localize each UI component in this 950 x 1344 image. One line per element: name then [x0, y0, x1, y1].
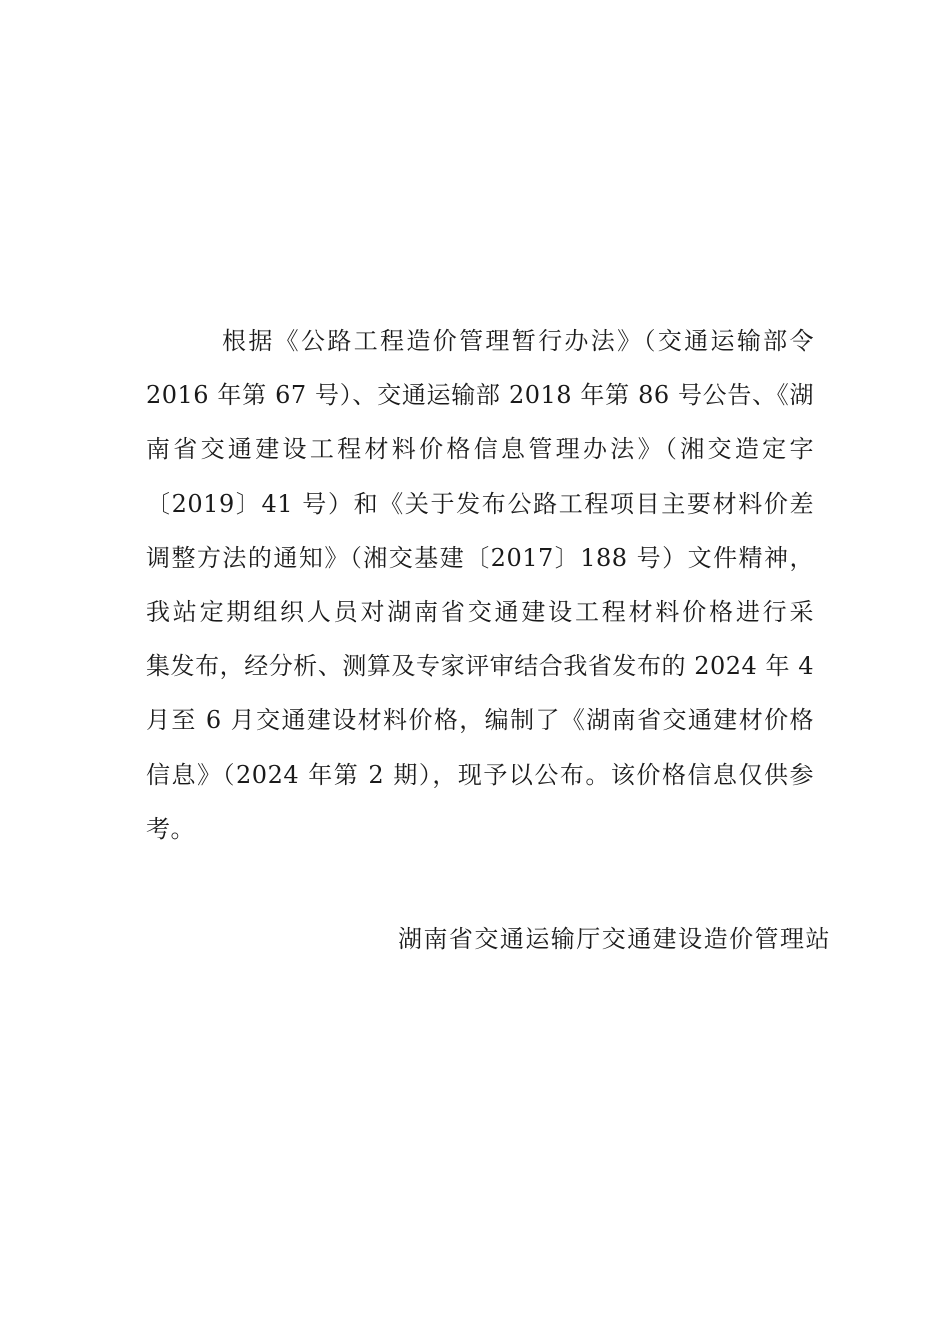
paragraph-line: 根据《公路工程造价管理暂行办法》（交通运输部令	[222, 327, 814, 355]
announcement-paragraph	[146, 320, 814, 862]
paragraph-line: 〔2019〕41 号）和《关于发布公路工程项目主要材料价差	[146, 489, 814, 518]
paragraph-line: 2016 年第 67 号）、交通运输部 2018 年第 86 号公告、《湖	[146, 381, 814, 410]
paragraph-line: 月至 6 月交通建设材料价格，编制了《湖南省交通建材价格	[146, 706, 814, 735]
paragraph-line: 考。	[146, 814, 195, 843]
paragraph-line: 信息》（2024 年第 2 期），现予以公布。该价格信息仅供参	[146, 760, 814, 789]
paragraph-line: 我站定期组织人员对湖南省交通建设工程材料价格进行采	[146, 597, 814, 626]
paragraph-line: 集发布，经分析、测算及专家评审结合我省发布的 2024 年 4	[146, 652, 814, 681]
paragraph-line: 调整方法的通知》（湘交基建〔2017〕188 号）文件精神，	[146, 543, 814, 572]
paragraph-line: 南省交通建设工程材料价格信息管理办法》（湘交造定字	[146, 435, 814, 464]
issuer-signature: 湖南省交通运输厅交通建设造价管理站	[398, 925, 830, 953]
